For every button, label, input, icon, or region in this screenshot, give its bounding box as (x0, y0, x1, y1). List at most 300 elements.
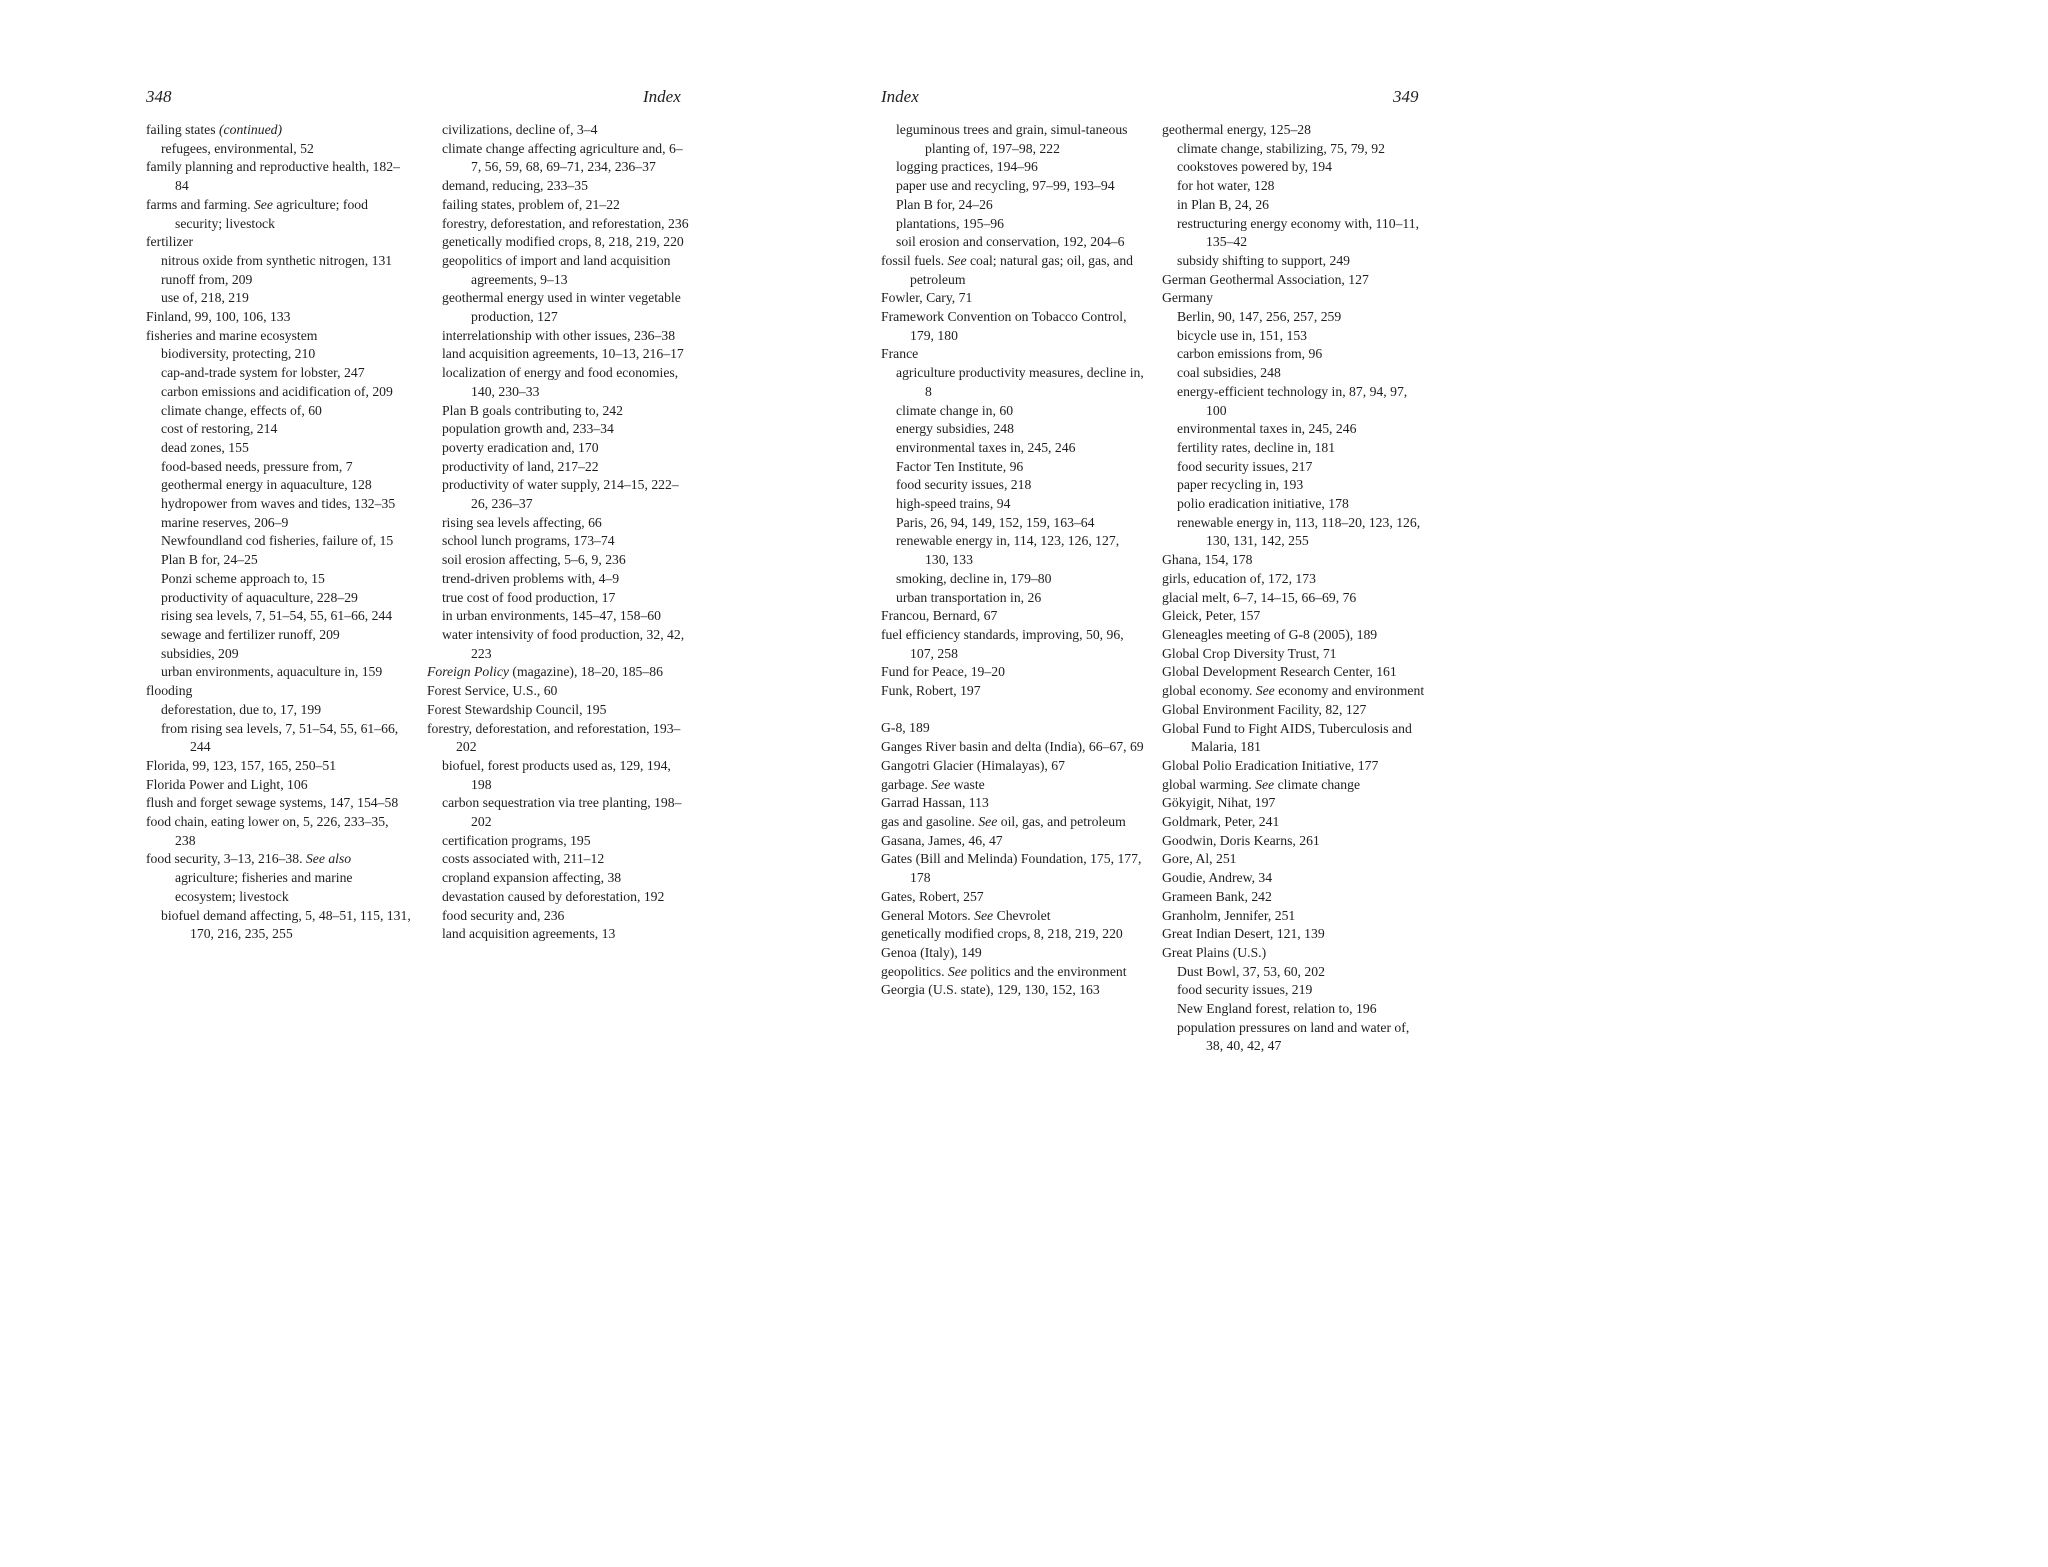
index-subentry (1162, 420, 1427, 439)
index-entry-text: restructuring energy economy with, 110–11, 135–42 (1177, 215, 1420, 250)
index-entry (1162, 121, 1427, 140)
index-subentry (146, 607, 411, 626)
index-entry (427, 682, 692, 701)
index-entry-text: interrelationship with other issues, 236–38 (442, 327, 676, 343)
index-subentry (146, 551, 411, 570)
index-entry-text: Grameen Bank, 242 (1162, 888, 1272, 904)
index-entry-text: in Plan B, 24, 26 (1177, 196, 1270, 212)
running-head-left: Index (643, 87, 681, 106)
index-entry-text: logging practices, 194–96 (896, 159, 1038, 175)
index-entry (146, 233, 411, 252)
index-entry-text: (magazine), 18–20, 185–86 (508, 664, 663, 680)
index-subentry (1162, 981, 1427, 1000)
index-subentry (146, 458, 411, 477)
index-entry (1162, 850, 1427, 869)
index-subentry (1162, 963, 1427, 982)
index-subentry (146, 476, 411, 495)
index-entry-text: Great Indian Desert, 121, 139 (1162, 926, 1325, 942)
index-entry (146, 682, 411, 701)
index-subentry (427, 532, 692, 551)
index-subentry (427, 327, 692, 346)
index-entry-text: soil erosion affecting, 5–6, 9, 236 (442, 552, 626, 568)
index-subentry (146, 645, 411, 664)
index-entry-text: energy-efficient technology in, 87, 94, 97, 100 (1177, 383, 1408, 418)
index-entry (881, 963, 1146, 982)
index-entry (881, 626, 1146, 663)
index-subentry (427, 514, 692, 533)
index-entry-text: agriculture productivity measures, decline in, 8 (896, 365, 1144, 399)
index-subentry (427, 252, 692, 289)
index-entry-text: environmental taxes in, 245, 246 (1177, 421, 1357, 437)
index-subentry (881, 402, 1146, 421)
index-entry (1162, 289, 1427, 308)
index-entry-text: certification programs, 195 (442, 832, 591, 848)
index-entry (881, 757, 1146, 776)
index-entry-text: General Motors. (881, 907, 975, 923)
index-entry (1162, 589, 1427, 608)
index-entry (881, 308, 1146, 345)
index-subentry (146, 271, 411, 290)
index-subentry (146, 364, 411, 383)
index-entry-text: water intensivity of food production, 32, 42, 223 (442, 626, 685, 661)
index-entry-text: climate change in, 60 (896, 402, 1014, 418)
index-subentry (881, 196, 1146, 215)
index-subentry (1162, 327, 1427, 346)
index-subentry (881, 476, 1146, 495)
index-entry-text: Berlin, 90, 147, 256, 257, 259 (1177, 309, 1342, 325)
index-entry-text: paper use and recycling, 97–99, 193–94 (896, 178, 1115, 194)
index-entry-text: fisheries and marine ecosystem (146, 327, 318, 343)
index-subentry (427, 888, 692, 907)
index-entry (1162, 869, 1427, 888)
index-subentry (881, 458, 1146, 477)
index-entry-text: geopolitics of import and land acquisition agreements, 9–13 (442, 252, 671, 287)
index-subentry (146, 140, 411, 159)
index-entry-text: nitrous oxide from synthetic nitrogen, 131 (161, 252, 393, 268)
index-entry (1162, 682, 1427, 701)
index-entry-text: cookstoves powered by, 194 (1177, 159, 1332, 175)
index-subentry (427, 794, 692, 831)
index-entry (881, 925, 1146, 944)
index-subentry (1162, 476, 1427, 495)
index-subentry (427, 196, 692, 215)
index-entry (146, 794, 411, 813)
index-entry-text: Forest Stewardship Council, 195 (427, 701, 607, 717)
index-subentry (881, 495, 1146, 514)
index-subentry (146, 420, 411, 439)
index-entry-text: Ghana, 154, 178 (1162, 552, 1253, 568)
index-entry-text: garbage. (881, 776, 932, 792)
index-entry (146, 121, 411, 140)
index-subentry (1162, 345, 1427, 364)
index-entry-text: subsidy shifting to support, 249 (1177, 252, 1351, 268)
index-subentry (1162, 495, 1427, 514)
index-entry-text: Gleneagles meeting of G-8 (2005), 189 (1162, 626, 1378, 642)
index-entry-text: food security, 3–13, 216–38. (146, 851, 306, 867)
index-entry-text: school lunch programs, 173–74 (442, 533, 615, 549)
index-entry (881, 719, 1146, 738)
index-entry-text: Plan B for, 24–25 (161, 552, 258, 568)
index-entry-text: urban transportation in, 26 (896, 589, 1042, 605)
index-entry-text: Fund for Peace, 19–20 (881, 664, 1005, 680)
index-entry-text: Factor Ten Institute, 96 (896, 458, 1024, 474)
index-subentry (1162, 1000, 1427, 1019)
index-entry-text: trend-driven problems with, 4–9 (442, 570, 620, 586)
index-entry-italic-text: See (947, 963, 967, 979)
index-entry-text: Ganges River basin and delta (India), 66–67, 69 (881, 739, 1144, 755)
index-entry-text: dead zones, 155 (161, 439, 249, 455)
index-subentry (427, 551, 692, 570)
index-entry-text: carbon sequestration via tree planting, 198–202 (442, 795, 682, 830)
index-entry-italic-text: See (1255, 683, 1275, 699)
index-entry-text: global economy. (1162, 683, 1256, 699)
index-subentry (881, 233, 1146, 252)
index-entry (146, 813, 411, 850)
index-entry-text: food-based needs, pressure from, 7 (161, 458, 353, 474)
index-entry-text: fertilizer (146, 234, 194, 250)
index-entry-text: hydropower from waves and tides, 132–35 (161, 496, 396, 512)
index-subentry (427, 925, 692, 944)
index-entry-text: plantations, 195–96 (896, 215, 1004, 231)
index-entry-text: environmental taxes in, 245, 246 (896, 439, 1076, 455)
index-entry-text: cropland expansion affecting, 38 (442, 870, 622, 886)
index-entry-text: Francou, Bernard, 67 (881, 608, 998, 624)
index-entry-text: oil, gas, and petroleum (997, 814, 1126, 829)
index-subentry (1162, 252, 1427, 271)
index-entry-text: New England forest, relation to, 196 (1177, 1001, 1377, 1017)
index-entry (881, 794, 1146, 813)
index-entry-italic-text: See also (305, 851, 352, 867)
index-entry-italic-text: (continued) (218, 122, 283, 137)
index-entry-text: biofuel demand affecting, 5, 48–51, 115, 131, 170, 216, 235, 255 (161, 907, 411, 942)
index-entry-text: devastation caused by deforestation, 192 (442, 888, 665, 904)
index-entry (1162, 757, 1427, 776)
index-entry-text: girls, education of, 172, 173 (1162, 570, 1316, 586)
index-entry-text: high-speed trains, 94 (896, 496, 1011, 512)
index-entry-text: forestry, deforestation, and reforestation, 236 (442, 215, 689, 231)
index-entry-text: Granholm, Jennifer, 251 (1162, 907, 1296, 923)
index-entry-text: Global Development Research Center, 161 (1162, 664, 1397, 680)
index-subentry (1162, 196, 1427, 215)
index-entry-italic-text: Foreign Policy (427, 664, 509, 680)
index-entry-text: German Geothermal Association, 127 (1162, 271, 1369, 287)
index-subentry (146, 701, 411, 720)
index-entry-text: refugees, environmental, 52 (161, 140, 314, 156)
index-subentry (881, 177, 1146, 196)
index-subentry (146, 663, 411, 682)
index-subentry (427, 850, 692, 869)
index-entry-text: agriculture; fisheries and marine ecosystem; livestock (175, 870, 353, 904)
index-subentry (881, 532, 1146, 569)
index-entry-text: biodiversity, protecting, 210 (161, 346, 316, 362)
index-entry-text: rising sea levels affecting, 66 (442, 514, 602, 530)
index-entry (881, 944, 1146, 963)
index-entry (146, 158, 411, 195)
index-subentry (427, 832, 692, 851)
index-entry (1162, 570, 1427, 589)
index-entry-text: genetically modified crops, 8, 218, 219, 220 (881, 926, 1123, 942)
index-subentry (881, 439, 1146, 458)
index-entry-text: productivity of water supply, 214–15, 222–26, 236–37 (442, 477, 679, 512)
index-entry-text: Framework Convention on Tobacco Control, 179, 180 (881, 309, 1127, 343)
index-subentry (146, 495, 411, 514)
index-entry-text: coal; natural gas; oil, gas, and petroleum (910, 252, 1134, 287)
index-entry-italic-text: See (978, 814, 998, 829)
index-subentry (427, 215, 692, 234)
index-entry-italic-text: See (974, 907, 994, 923)
index-entry-text: renewable energy in, 114, 123, 126, 127, 130, 133 (896, 533, 1120, 568)
index-entry (146, 850, 411, 906)
index-subentry (146, 720, 411, 757)
index-subentry (146, 402, 411, 421)
index-entry-text: failing states, problem of, 21–22 (442, 196, 620, 212)
index-entry-text: biofuel, forest products used as, 129, 194, 198 (442, 757, 671, 792)
index-entry-text: carbon emissions and acidification of, 209 (161, 383, 393, 399)
index-entry-text: genetically modified crops, 8, 218, 219, 220 (442, 234, 684, 250)
index-entry-text: G-8, 189 (881, 720, 930, 736)
index-entry (881, 663, 1146, 682)
index-entry (881, 888, 1146, 907)
index-entry-text: land acquisition agreements, 13 (442, 926, 616, 942)
index-subentry (146, 570, 411, 589)
index-entry-text: Gates (Bill and Melinda) Foundation, 175, 177, 178 (881, 851, 1142, 886)
index-subentry (881, 589, 1146, 608)
index-subentry (1162, 1019, 1427, 1056)
index-subentry (1162, 308, 1427, 327)
index-entry-text: Newfoundland cod fisheries, failure of, 15 (161, 533, 394, 549)
index-entry-text: Global Fund to Fight AIDS, Tuberculosis and Malaria, 181 (1162, 720, 1412, 755)
index-entry (881, 252, 1146, 289)
index-subentry (427, 121, 692, 140)
index-entry-text: flooding (146, 683, 193, 699)
index-entry-text: gas and gasoline. (881, 814, 979, 829)
index-entry-text: Genoa (Italy), 149 (881, 944, 982, 960)
index-entry-text: failing states (146, 122, 219, 137)
index-entry-text: renewable energy in, 113, 118–20, 123, 126, 130, 131, 142, 255 (1177, 514, 1421, 549)
left-page (0, 0, 784, 1200)
index-subentry (427, 364, 692, 401)
index-subentry (1162, 514, 1427, 551)
index-entry-text: Garrad Hassan, 113 (881, 795, 989, 811)
index-entry-text: deforestation, due to, 17, 199 (161, 701, 322, 717)
index-entry (881, 907, 1146, 926)
index-entry (881, 607, 1146, 626)
index-entry-text: marine reserves, 206–9 (161, 514, 289, 530)
index-entry (1162, 925, 1427, 944)
index-subentry (881, 158, 1146, 177)
index-entry-text: Ponzi scheme approach to, 15 (161, 570, 325, 586)
index-subentry (427, 233, 692, 252)
index-subentry (1162, 177, 1427, 196)
index-entry-text: geopolitics. (881, 963, 948, 979)
page-number-right: 349 (1393, 87, 1419, 106)
index-entry-italic-text: See (947, 252, 967, 268)
index-entry-text: food chain, eating lower on, 5, 226, 233–35, 238 (146, 814, 389, 848)
index-entry-text: Goodwin, Doris Kearns, 261 (1162, 832, 1320, 848)
index-entry (1162, 271, 1427, 290)
index-entry (146, 308, 411, 327)
index-entry-text: Gleick, Peter, 157 (1162, 608, 1261, 624)
index-entry (881, 738, 1146, 757)
index-entry-text: urban environments, aquaculture in, 159 (161, 664, 383, 680)
index-entry-text: Florida, 99, 123, 157, 165, 250–51 (146, 757, 337, 773)
index-subentry (1162, 458, 1427, 477)
index-subentry (427, 289, 692, 326)
index-entry-text: Funk, Robert, 197 (881, 683, 981, 699)
index-subentry (427, 570, 692, 589)
index-entry-text: glacial melt, 6–7, 14–15, 66–69, 76 (1162, 589, 1357, 605)
index-entry-text: Plan B for, 24–26 (896, 196, 993, 212)
index-entry-text: fossil fuels. (881, 252, 948, 268)
index-subentry (427, 439, 692, 458)
index-entry-text: food security issues, 217 (1177, 458, 1313, 474)
index-entry-text: climate change (1274, 776, 1361, 792)
index-entry-text: economy and environment (1274, 683, 1425, 699)
index-entry-text: Gore, Al, 251 (1162, 851, 1237, 867)
index-entry-text: global warming. (1162, 776, 1256, 792)
index-entry-text: Goudie, Andrew, 34 (1162, 870, 1273, 886)
index-entry-text: cost of restoring, 214 (161, 421, 278, 437)
index-entry-text: Gates, Robert, 257 (881, 888, 984, 904)
index-entry (1162, 626, 1427, 645)
index-subentry (1162, 383, 1427, 420)
index-subentry (146, 289, 411, 308)
index-entry-text: geothermal energy in aquaculture, 128 (161, 477, 372, 493)
index-entry (1162, 907, 1427, 926)
index-entry-text: climate change, stabilizing, 75, 79, 92 (1177, 140, 1385, 156)
index-entry-text: Florida Power and Light, 106 (146, 776, 308, 792)
index-entry-text: fuel efficiency standards, improving, 50, 96, 107, 258 (881, 626, 1124, 661)
right-page (784, 0, 1568, 1200)
index-entry-text: carbon emissions from, 96 (1177, 346, 1323, 362)
index-entry (1162, 701, 1427, 720)
index-entry (1162, 813, 1427, 832)
index-entry-text: productivity of land, 217–22 (442, 458, 599, 474)
index-entry (1162, 720, 1427, 757)
index-subentry (146, 626, 411, 645)
index-entry-text: Great Plains (U.S.) (1162, 944, 1267, 960)
index-subentry (427, 140, 692, 177)
index-entry-text: farms and farming. (146, 196, 254, 212)
index-entry-text: food security and, 236 (442, 907, 565, 923)
index-entry-text: polio eradication initiative, 178 (1177, 496, 1349, 512)
index-entry-text: Gökyigit, Nihat, 197 (1162, 795, 1276, 811)
index-subentry (427, 345, 692, 364)
index-entry-text: Georgia (U.S. state), 129, 130, 152, 163 (881, 982, 1100, 998)
index-entry-text: paper recycling in, 193 (1177, 477, 1304, 493)
index-subentry (146, 345, 411, 364)
index-entry (881, 832, 1146, 851)
index-subentry (146, 439, 411, 458)
index-column-2 (427, 121, 692, 944)
index-entry-text: Global Polio Eradication Initiative, 177 (1162, 757, 1379, 773)
index-entry-text: food security issues, 218 (896, 477, 1032, 493)
index-entry (881, 776, 1146, 795)
index-entry (427, 663, 692, 682)
index-entry-text: Paris, 26, 94, 149, 152, 159, 163–64 (896, 514, 1095, 530)
index-entry-text: civilizations, decline of, 3–4 (442, 122, 598, 137)
index-entry-text: politics and the environment (966, 963, 1127, 979)
index-entry (881, 682, 1146, 701)
index-entry-text: Dust Bowl, 37, 53, 60, 202 (1177, 963, 1325, 979)
index-subentry (427, 907, 692, 926)
index-subentry (146, 907, 411, 944)
index-entry-italic-text: See (931, 776, 951, 792)
letter-section-gap (881, 701, 1146, 720)
index-entry (881, 345, 1146, 364)
index-subentry (427, 626, 692, 663)
index-subentry (146, 514, 411, 533)
index-entry-text: in urban environments, 145–47, 158–60 (442, 608, 661, 624)
index-subentry (1162, 364, 1427, 383)
index-subentry (427, 177, 692, 196)
index-subentry (427, 476, 692, 513)
index-entry-text: localization of energy and food economies, 140, 230–33 (442, 365, 679, 399)
index-entry-text: Gasana, James, 46, 47 (881, 832, 1003, 848)
index-entry (1162, 645, 1427, 664)
index-subentry (881, 364, 1146, 401)
index-entry-text: true cost of food production, 17 (442, 589, 616, 605)
index-column-4 (1162, 121, 1427, 1056)
index-entry-text: costs associated with, 211–12 (442, 851, 605, 867)
index-entry-text: agriculture; food security; livestock (175, 196, 368, 231)
index-entry (881, 981, 1146, 1000)
index-entry-text: poverty eradication and, 170 (442, 439, 599, 455)
index-entry-text: Germany (1162, 290, 1213, 306)
index-entry-text: geothermal energy, 125–28 (1162, 122, 1311, 137)
index-entry-text: fertility rates, decline in, 181 (1177, 439, 1336, 455)
index-entry-text: energy subsidies, 248 (896, 421, 1014, 437)
index-column-1 (146, 121, 411, 944)
index-entry-text: Goldmark, Peter, 241 (1162, 814, 1280, 830)
index-entry-text: forestry, deforestation, and reforestation, 193–202 (427, 720, 681, 755)
index-entry-text: coal subsidies, 248 (1177, 365, 1281, 381)
index-entry-text: Global Crop Diversity Trust, 71 (1162, 645, 1337, 661)
index-entry-text: Plan B goals contributing to, 242 (442, 402, 623, 418)
index-entry-text: bicycle use in, 151, 153 (1177, 327, 1308, 343)
index-entry (146, 776, 411, 795)
index-subentry (146, 252, 411, 271)
index-subentry (427, 458, 692, 477)
index-entry (1162, 607, 1427, 626)
index-entry (881, 813, 1146, 832)
index-entry-text: Gangotri Glacier (Himalayas), 67 (881, 757, 1065, 773)
index-entry-text: productivity of aquaculture, 228–29 (161, 589, 358, 605)
index-subentry (146, 383, 411, 402)
index-entry-text: geothermal energy used in winter vegetable production, 127 (442, 290, 681, 325)
index-subentry (1162, 140, 1427, 159)
index-entry (1162, 663, 1427, 682)
index-subentry (881, 514, 1146, 533)
index-subentry (427, 589, 692, 608)
index-entry-text: family planning and reproductive health, 182–84 (146, 159, 400, 194)
index-entry (881, 850, 1146, 887)
index-entry (427, 701, 692, 720)
index-entry-italic-text: See (1255, 776, 1275, 792)
index-subentry (146, 532, 411, 551)
index-entry (881, 289, 1146, 308)
index-entry-text: Chevrolet (993, 907, 1051, 923)
index-entry-text: Finland, 99, 100, 106, 133 (146, 309, 291, 325)
index-entry-text: Forest Service, U.S., 60 (427, 683, 558, 699)
index-subentry (1162, 158, 1427, 177)
index-subentry (146, 589, 411, 608)
index-entry (1162, 944, 1427, 963)
index-entry (1162, 776, 1427, 795)
index-entry-text: use of, 218, 219 (161, 290, 249, 306)
index-entry (427, 720, 692, 757)
index-subentry (881, 215, 1146, 234)
